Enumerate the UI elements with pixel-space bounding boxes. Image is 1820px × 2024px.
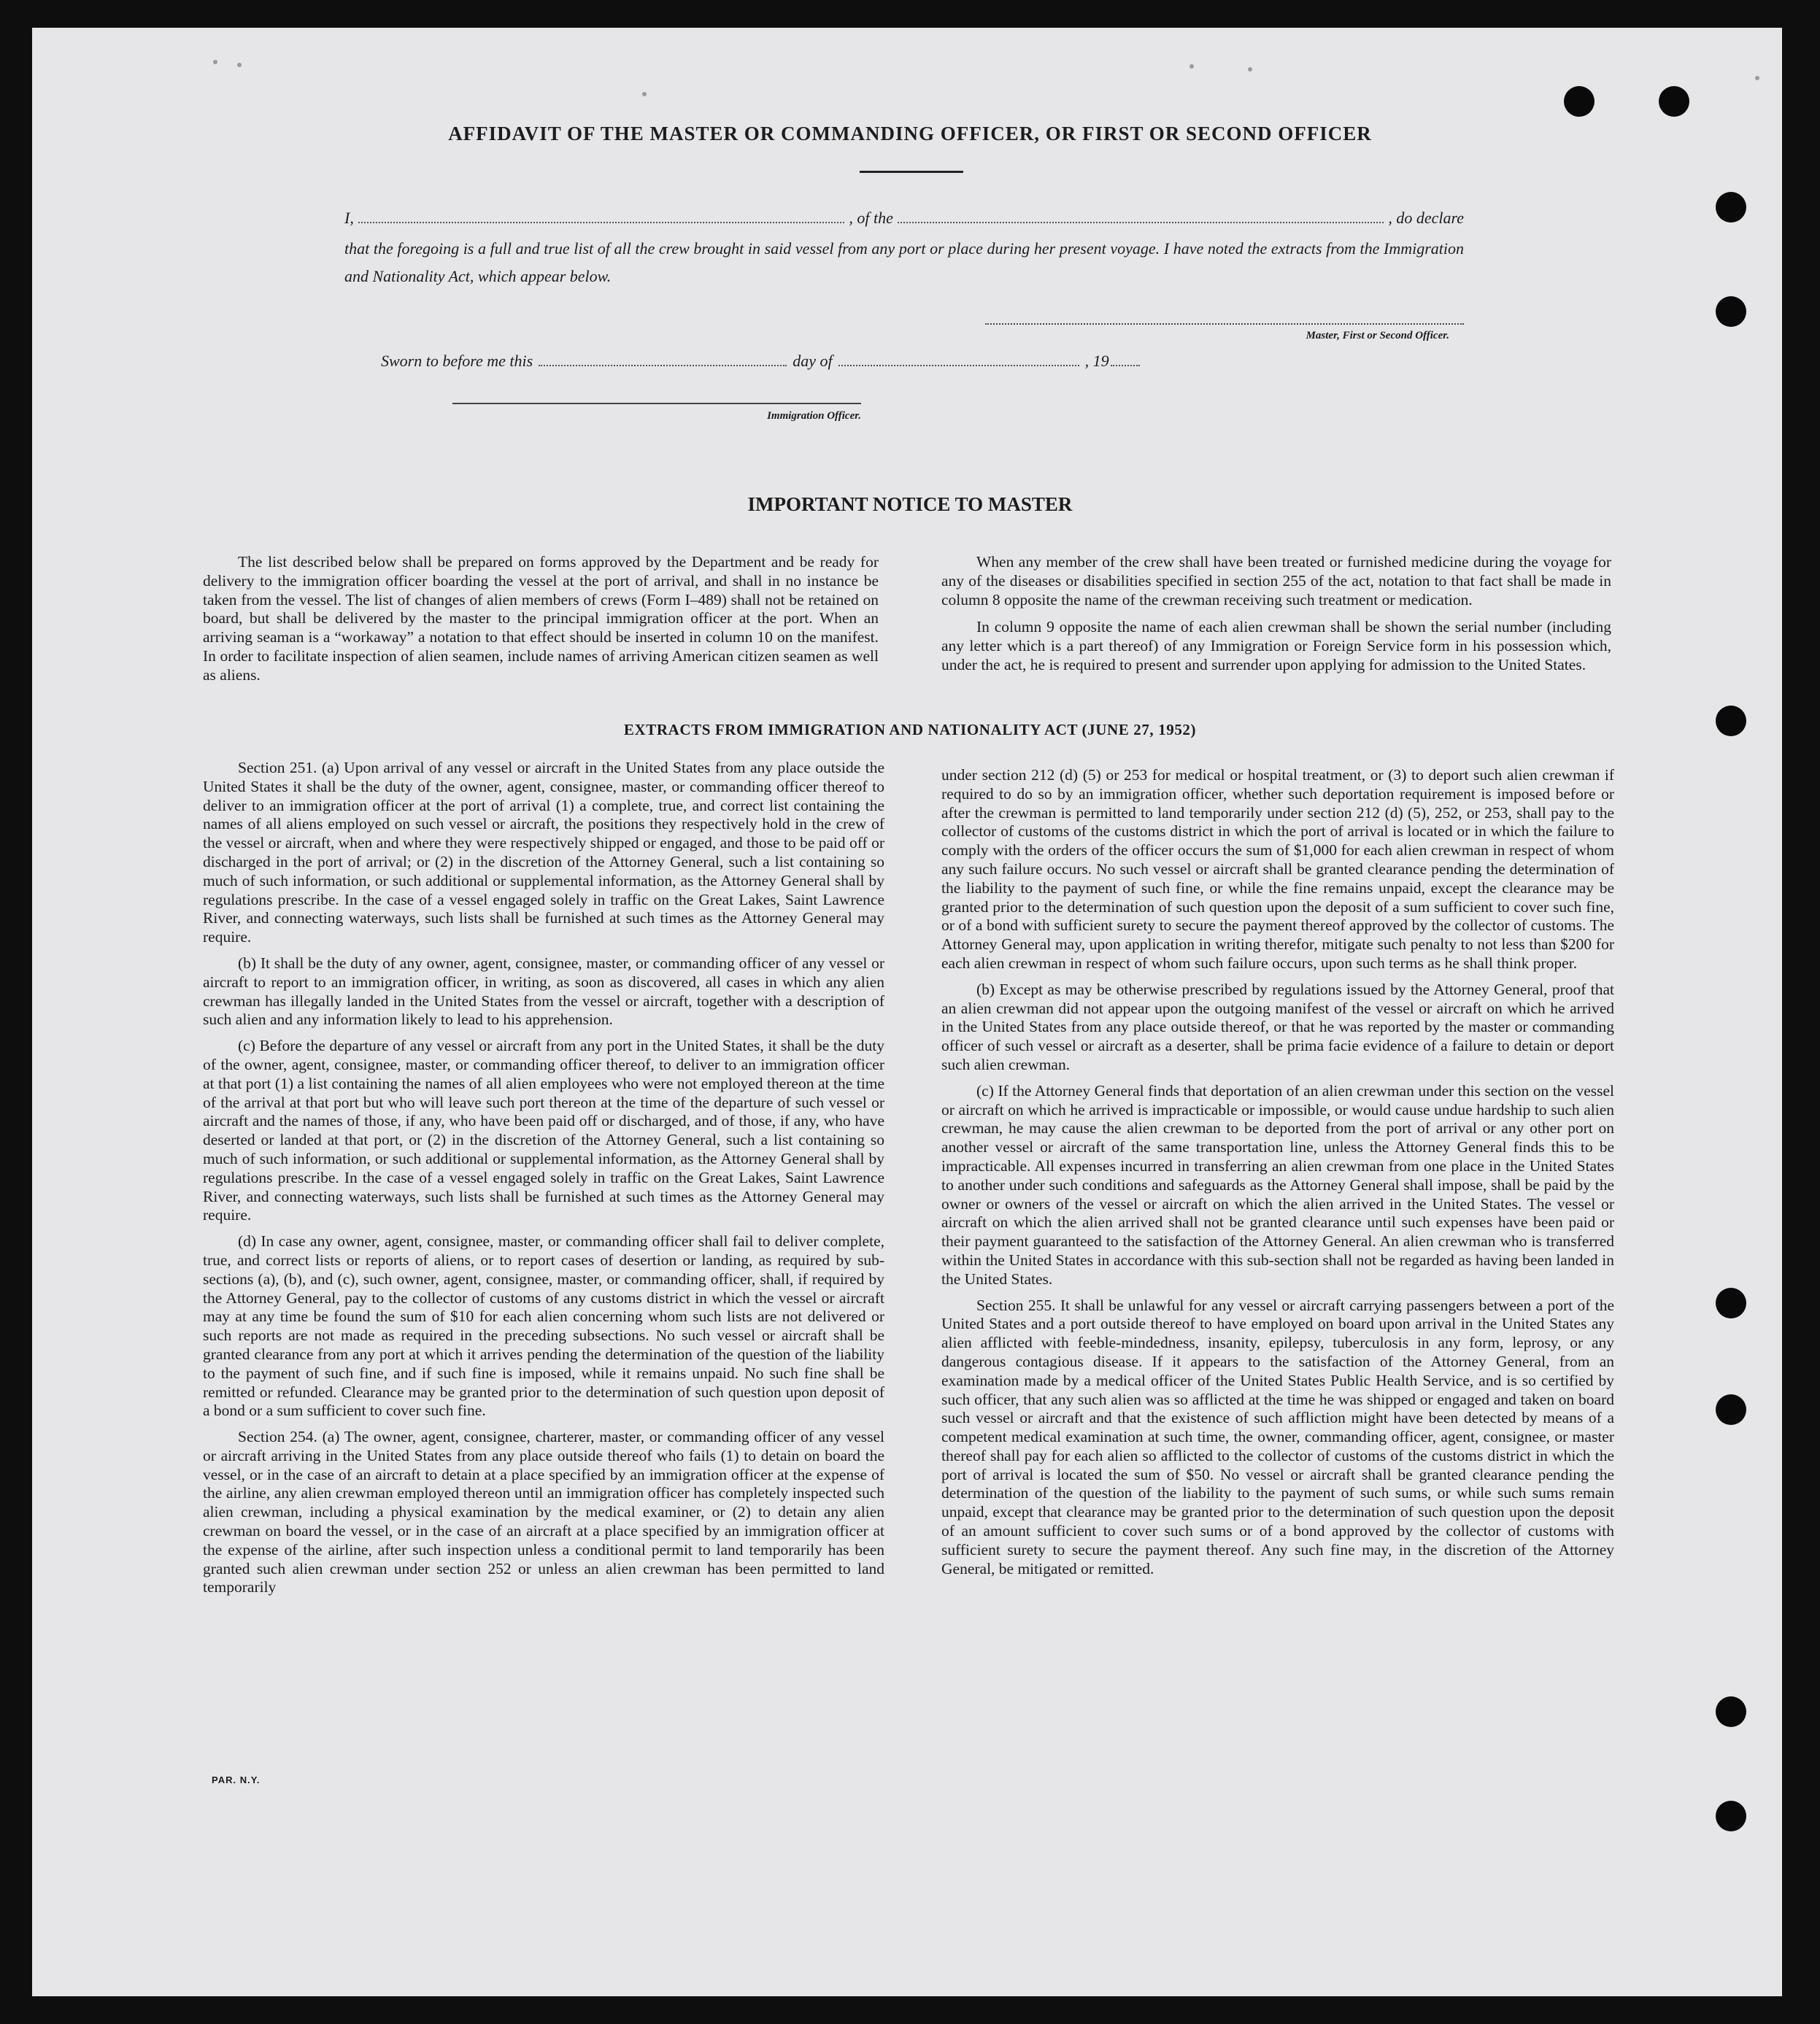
scan-speck [1189,64,1194,69]
year-label: , 19 [1084,352,1109,370]
punch-hole [1716,296,1746,327]
notice-paragraph: When any member of the crew shall have been treated or furnished medicine during the voyage for any of the diseases or disabilities specified in section 255 of the act, notation to that fact shall be made in column 8 opposite the name of the crewman receiving such treatment or medication. [941,553,1611,609]
i-label: I, [344,209,354,227]
notice-left-column [203,553,879,685]
month-blank[interactable] [838,365,1079,366]
extracts-left-column [203,759,884,1597]
vessel-blank[interactable] [898,222,1384,223]
punch-hole [1716,1288,1746,1318]
title-underline [860,171,963,173]
notice-paragraph: The list described below shall be prepared on forms approved by the Department and be ready for delivery to the immigration officer boarding the vessel at the port of arrival, and shall in no instance be taken from the vessel. The list of changes of alien members of crews (Form I–489) shall not be retained on board, but shall be delivered by the master to the principal immigration officer at the port. When an arriving seaman is a “workaway” a notation to that effect should be inserted in column 10 on the manifest. In order to facilitate inspection of alien seamen, include names of arriving American citizen seamen as well as aliens. [203,553,879,684]
day-of-label: day of [793,352,833,370]
name-blank[interactable] [358,222,845,223]
section-251b-paragraph: (b) It shall be the duty of any owner, agent, consignee, master, or commanding officer of any vessel or aircraft to report to an immigration officer, in writing, as soon as discovered, all cases in which any alien crewman has illegally landed in the United States from the vessel or aircraft, together with a description of such alien and any information likely to lead to his apprehension. [203,954,884,1029]
punch-hole [1659,86,1689,117]
do-declare-label: , do declare [1388,209,1465,227]
officer-signature-line[interactable] [452,403,861,404]
affidavit-title: AFFIDAVIT OF THE MASTER OR COMMANDING OFFICER, OR FIRST OR SECOND OFFICER [448,123,1372,144]
printer-mark: PAR. N.Y. [212,1774,261,1785]
section-254a-continued: under section 212 (d) (5) or 253 for medical or hospital treatment, or (3) to deport such alien crewman if required to do so by an immigration officer, whether such deportation requirement is imposed before or after the crewman is permitted to land temporarily under section 212 (d) (5), 252, or 253, shall pay to the collector of customs of the customs district in which the port of arrival is located or in which the failure to comply with the orders of the officer occurs the sum of $1,000 for each alien crewman in respect of whom any such failure occurs. No such vessel or aircraft shall be granted clearance pending the determination of the liability to the payment of such fine, or while the fine remains unpaid, except the clearance may be granted prior to the determination of such question upon the deposit of a sum sufficient to cover such fine, or of a bond with sufficient surety to secure the payment thereof approved by the collector of customs. The Attorney General may, upon application in writing therefor, mitigate such penalty to not less than $200 for each alien crewman in respect of whom such failure occurs, upon such terms as he shall think proper. [941,766,1614,972]
of-the-label: , of the [849,209,893,227]
scan-speck [1755,76,1759,80]
scan-speck [642,92,647,96]
section-255-paragraph: Section 255. It shall be unlawful for any vessel or aircraft carrying passengers between a port of the United States and a port outside thereof to have employed on board upon arrival in the United States any alien afflicted with feeble-mindedness, insanity, epilepsy, tuberculosis in any form, leprosy, or any dangerous contagious disease. If it appears to the satisfaction of the Attorney General, from an examination made by a medical officer of the United States Public Health Service, and is so certified by such officer, that any such alien was so afflicted at the time he was shipped or engaged and taken on board such vessel or aircraft and that the existence of such affliction might have been detected by means of a competent medical examination at such time, the owner, commanding officer, agent, consignee, or master thereof shall pay for each alien so afflicted to the collector of customs of the customs district in which the port of arrival is located the sum of $50. No vessel or aircraft shall be granted clearance pending the determination of the question of the liability to the payment of such sums, or while such sums remain unpaid, except that clearance may be granted prior to the determination of such question upon the deposit of an amount sufficient to cover such sums or of a bond approved by the collector of customs with sufficient surety to secure the payment thereof. Any such fine may, in the discretion of the Attorney General, be mitigated or remitted. [941,1296,1614,1577]
sworn-line [381,349,1195,371]
sworn-label: Sworn to before me this [381,352,533,370]
notice-right-column [941,553,1611,675]
punch-hole [1716,192,1746,223]
declaration-line [344,206,1464,228]
declaration-text: that the foregoing is a full and true list of all the crew brought in said vessel from any port or place during her present voyage. I have noted the extracts from the Immigration and Nationality Act, which appear below. [344,239,1464,285]
section-251a-paragraph: Section 251. (a) Upon arrival of any vessel or aircraft in the United States from any place outside the United States it shall be the duty of the owner, agent, consignee, master, or commanding officer thereof to deliver to an immigration officer at the port of arrival (1) a complete, true, and correct list containing the names of all aliens employed on such vessel or aircraft, the positions they respectively hold in the crew of the vessel or aircraft, when and where they were respectively shipped or engaged, and those to be paid off or discharged in the port of arrival; or (2) in the discretion of the Attorney General, such a list containing so much of such information, or such additional or supplemental information, as the Attorney General shall by regulations prescribe. In the case of a vessel engaged solely in traffic on the Great Lakes, Saint Lawrence River, and connecting waterways, such lists shall be furnished at such times as the Attorney General may require. [203,759,884,946]
notice-title: IMPORTANT NOTICE TO MASTER [747,493,1073,515]
year-blank[interactable] [1111,365,1140,366]
master-signature-caption: Master, First or Second Officer. [1306,330,1449,341]
punch-hole [1716,1394,1746,1425]
punch-hole [1716,1696,1746,1727]
extracts-title: EXTRACTS FROM IMMIGRATION AND NATIONALITY ACT (JUNE 27, 1952) [623,721,1197,738]
section-254a-paragraph: Section 254. (a) The owner, agent, consignee, charterer, master, or commanding officer of any vessel or aircraft arriving in the United States from any place outside thereof who fails (1) to detain on board the vessel, or in the case of an aircraft to detain at a place specified by an immigration officer at the expense of the airline, any alien crewman employed thereon until an immigration officer has completely inspected such alien crewman, including a physical examination by the medical examiner, or (2) to detain any alien crewman on board the vessel, or in the case of an aircraft at a place specified by an immigration officer at the expense of the airline, after such inspection unless a conditional permit to land temporarily has been granted such alien crewman under section 252 or unless an alien crewman has been permitted to land temporarily [203,1428,884,1596]
extracts-right-column [941,766,1614,1578]
section-251d-paragraph: (d) In case any owner, agent, consignee, master, or commanding officer shall fail to deliver complete, true, and correct lists or reports of aliens, or to report cases of desertion or landing, as required by sub-sections (a), (b), and (c), such owner, agent, consignee, master, or commanding officer, shall, if required by the Attorney General, pay to the collector of customs of any customs district in which the vessel or aircraft may at any time be found the sum of $10 for each alien concerning whom such lists are not delivered or such reports are not made as required in the preceding subsections. No such vessel or aircraft shall be granted clearance from any port at which it arrives pending the determination of the question of the liability to the payment of such fine, and if such fine is imposed, while it remains unpaid. No such fine shall be remitted or refunded. Clearance may be granted prior to the determination of such question upon deposit of a bond or a sum sufficient to cover such fine. [203,1232,884,1420]
day-blank[interactable] [539,365,787,366]
punch-hole [1564,86,1595,117]
officer-signature-caption: Immigration Officer. [767,410,861,422]
master-signature-line[interactable] [985,323,1464,325]
section-254c-paragraph: (c) If the Attorney General finds that deportation of an alien crewman under this section on the vessel or aircraft on which he arrived is impracticable or impossible, or would cause undue hardship to such alien crewman, he may cause the alien crewman to be deported from the port of arrival or any other port on another vessel or aircraft of the same transportation line, unless the Attorney General finds this to be impracticable. All expenses incurred in transferring an alien crewman from one place in the United States to another under such conditions and safeguards as the Attorney General shall impose, shall be paid by the owner or owners of the vessel or aircraft on which the alien arrived in the United States. The vessel or aircraft on which the alien arrived shall not be granted clearance until such expenses have been paid or their payment guaranteed to the satisfaction of the Attorney General. An alien crewman who is transferred within the United States in accordance with this sub-section shall not be regarded as having been landed in the United States. [941,1081,1614,1288]
notice-paragraph: In column 9 opposite the name of each alien crewman shall be shown the serial number (including any letter which is a part thereof) of any Immigration or Foreign Service form in his possession which, under the act, he is required to present and surrender upon applying for admission to the United States. [941,618,1611,673]
scan-speck [237,63,242,67]
scan-speck [213,60,217,64]
scan-speck [1248,67,1252,72]
punch-hole [1716,1801,1746,1831]
section-254b-paragraph: (b) Except as may be otherwise prescribed by regulations issued by the Attorney General, proof that an alien crewman did not appear upon the outgoing manifest of the vessel or aircraft on which he arrived in the United States from any place outside thereof, or that he was reported by the master or commanding officer of such vessel or aircraft as a deserter, shall be prima facie evidence of a failure to detain or deport such alien crewman. [941,980,1614,1073]
section-251c-paragraph: (c) Before the departure of any vessel or aircraft from any port in the United States, it shall be the duty of the owner, agent, consignee, master, or commanding officer thereof, to deliver to an immigration officer at that port (1) a list containing the names of all alien employees who were not employed thereon at the time of the arrival at that port but who will leave such port thereon at the time of the departure of such vessel or aircraft and the names of those, if any, who have been paid off or discharged, and of those, if any, who have deserted or landed at that port, or (2) in the discretion of the Attorney General, such a list containing so much of such information, or such additional or supplemental information, as the Attorney General shall by regulations prescribe. In the case of a vessel engaged solely in traffic on the Great Lakes, Saint Lawrence River, and connecting waterways, such lists shall be furnished at such times as the Attorney General may require. [203,1037,884,1224]
